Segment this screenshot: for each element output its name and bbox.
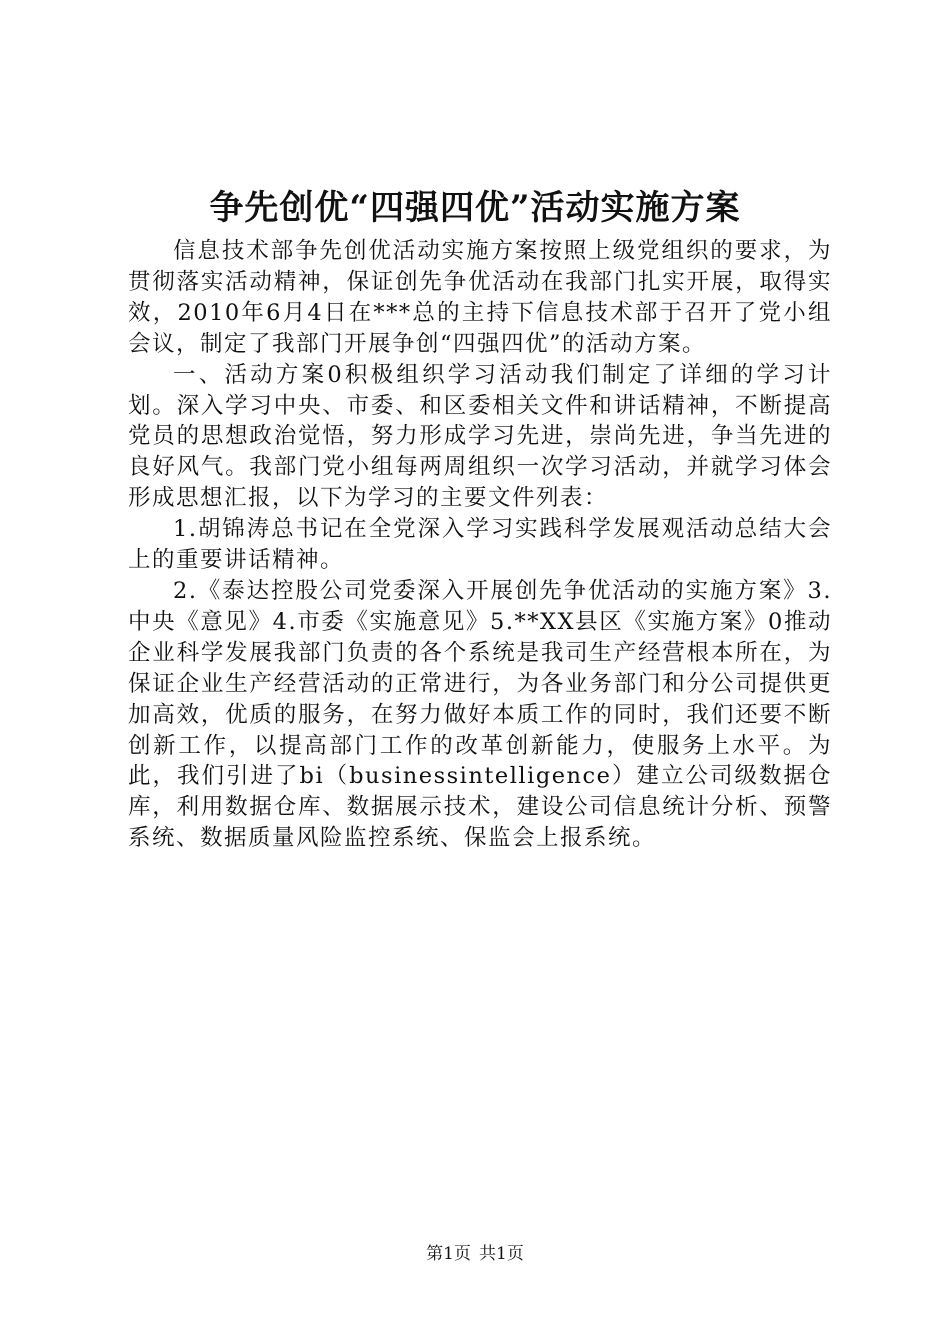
page-total: 共1页 xyxy=(479,1244,524,1264)
page-footer xyxy=(0,1242,950,1266)
paragraph-section-one: 一、活动方案0积极组织学习活动我们制定了详细的学习计划。深入学习中央、市委、和区委相关文件和讲话精神，不断提高党员的思想政治觉悟，努力形成学习先进，崇尚先进，争当先进的良好风气。我部门党小组每两周组织一次学习活动，并就学习体会形成思想汇报，以下为学习的主要文件列表： xyxy=(128,361,832,512)
paragraph-intro: 信息技术部争先创优活动实施方案按照上级党组织的要求，为贯彻落实活动精神，保证创先争优活动在我部门扎实开展，取得实效，2010年6月4日在***总的主持下信息技术部于召开了党小组会议，制定了我部门开展争创“四强四优”的活动方案。 xyxy=(128,238,832,357)
document-body xyxy=(128,236,832,854)
document-title: 争先创优“四强四优”活动实施方案 xyxy=(209,188,741,228)
page-number: 第1页 xyxy=(426,1244,471,1264)
paragraph-list-item-2: 2.《泰达控股公司党委深入开展创先争优活动的实施方案》3.中央《意见》4.市委《实施意见》5.**XX县区《实施方案》0推动企业科学发展我部门负责的各个系统是我司生产经营根本所在，为保证企业生产经营活动的正常进行，为各业务部门和分公司提供更加高效，优质的服务，在努力做好本质工作的同时，我们还要不断创新工作，以提高部门工作的改革创新能力，使服务上水平。为此，我们引进了bi（businessintelligence）建立公司级数据仓库，利用数据仓库、数据展示技术，建设公司信息统计分析、预警系统、数据质量风险监控系统、保监会上报系统。 xyxy=(128,577,832,852)
paragraph-list-item-1: 1.胡锦涛总书记在全党深入学习实践科学发展观活动总结大会上的重要讲话精神。 xyxy=(128,516,832,574)
